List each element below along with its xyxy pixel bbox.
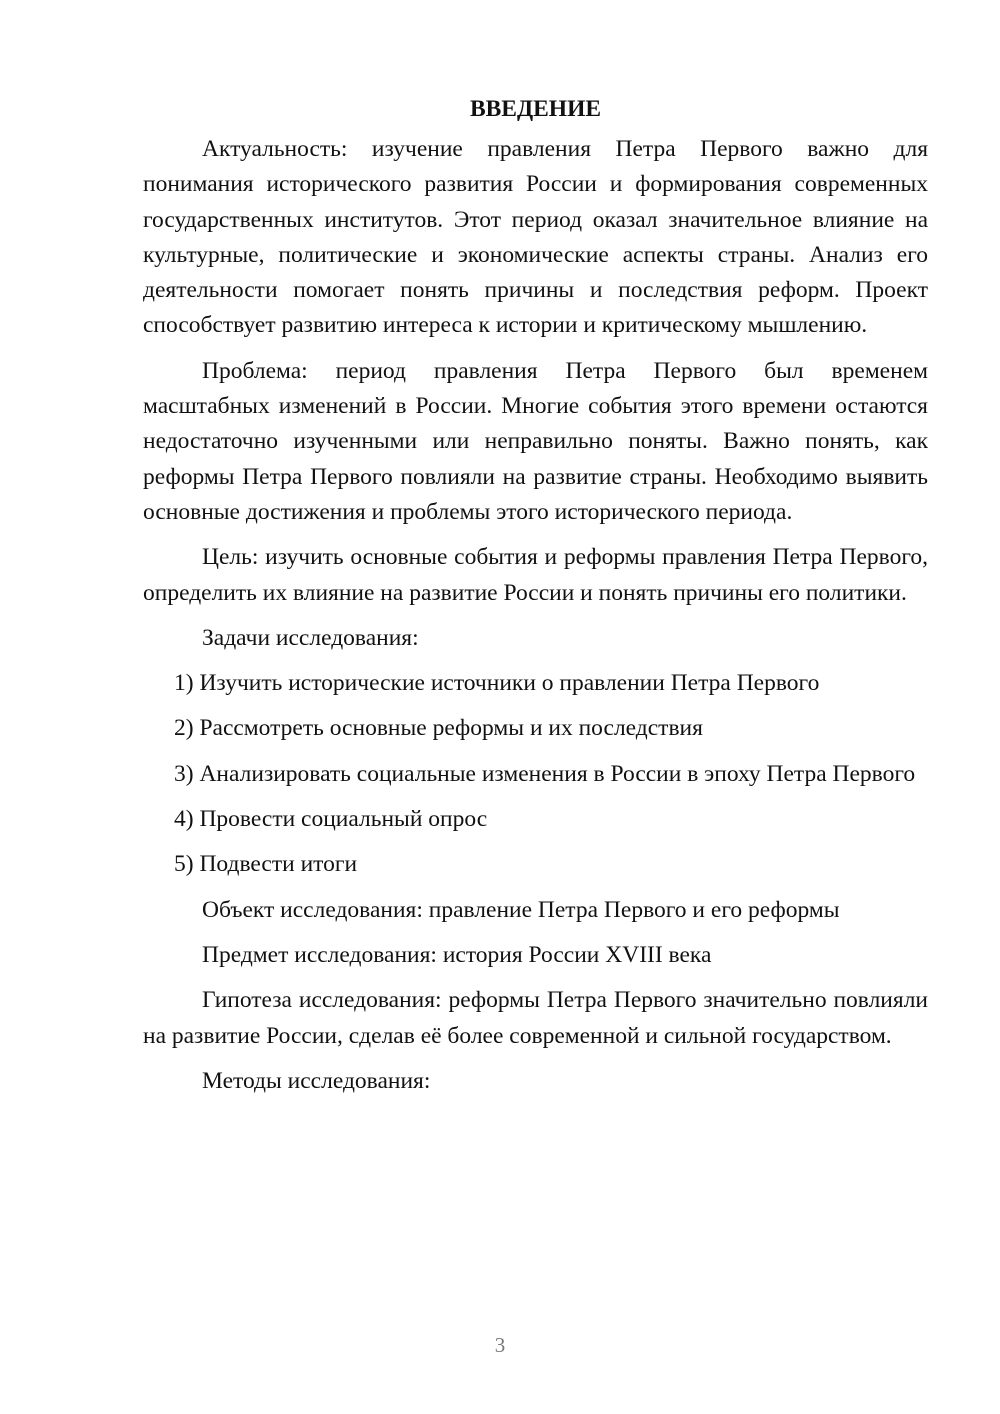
task-item-5: 5) Подвести итоги — [174, 851, 358, 878]
methods-title: Методы исследования: — [202, 1067, 431, 1094]
page-number: 3 — [494, 1333, 506, 1357]
task-item-1: 1) Изучить исторические источники о правлении Петра Первого — [174, 670, 820, 697]
task-item-2: 2) Рассмотреть основные реформы и их последствия — [174, 715, 703, 742]
task-item-3: 3) Анализировать социальные изменения в России в эпоху Петра Первого — [174, 760, 916, 787]
page-content — [143, 92, 928, 1109]
task-item-4: 4) Провести социальный опрос — [174, 806, 488, 833]
hypothesis-paragraph: Гипотеза исследования: реформы Петра Первого значительно повлияли на развитие России, сделав её более современной и сильной государством. — [143, 987, 928, 1049]
research-object: Объект исследования: правление Петра Первого и его реформы — [202, 896, 840, 923]
tasks-title: Задачи исследования: — [202, 624, 419, 651]
problem-paragraph: Проблема: период правления Петра Первого был временем масштабных изменений в России. Многие события этого времени остаются недостаточно изученными или неправильно поняты. Важно понять, как реформы Петра Первого повлияли на развитие страны. Необходимо выявить основные достижения и проблемы этого исторического периода. — [143, 357, 928, 525]
goal-paragraph: Цель: изучить основные события и реформы правления Петра Первого, определить их влияние на развитие России и понять причины его политики. — [143, 544, 928, 606]
relevance-paragraph: Актуальность: изучение правления Петра Первого важно для понимания исторического развития России и формирования современных государственных институтов. Этот период оказал значительное влияние на культурные, политические и экономические аспекты страны. Анализ его деятельности помогает понять причины и последствия реформ. Проект способствует развитию интереса к истории и критическому мышлению. — [143, 136, 928, 339]
section-heading: ВВЕДЕНИЕ — [469, 96, 602, 122]
research-subject: Предмет исследования: история России XVIII века — [202, 941, 712, 968]
